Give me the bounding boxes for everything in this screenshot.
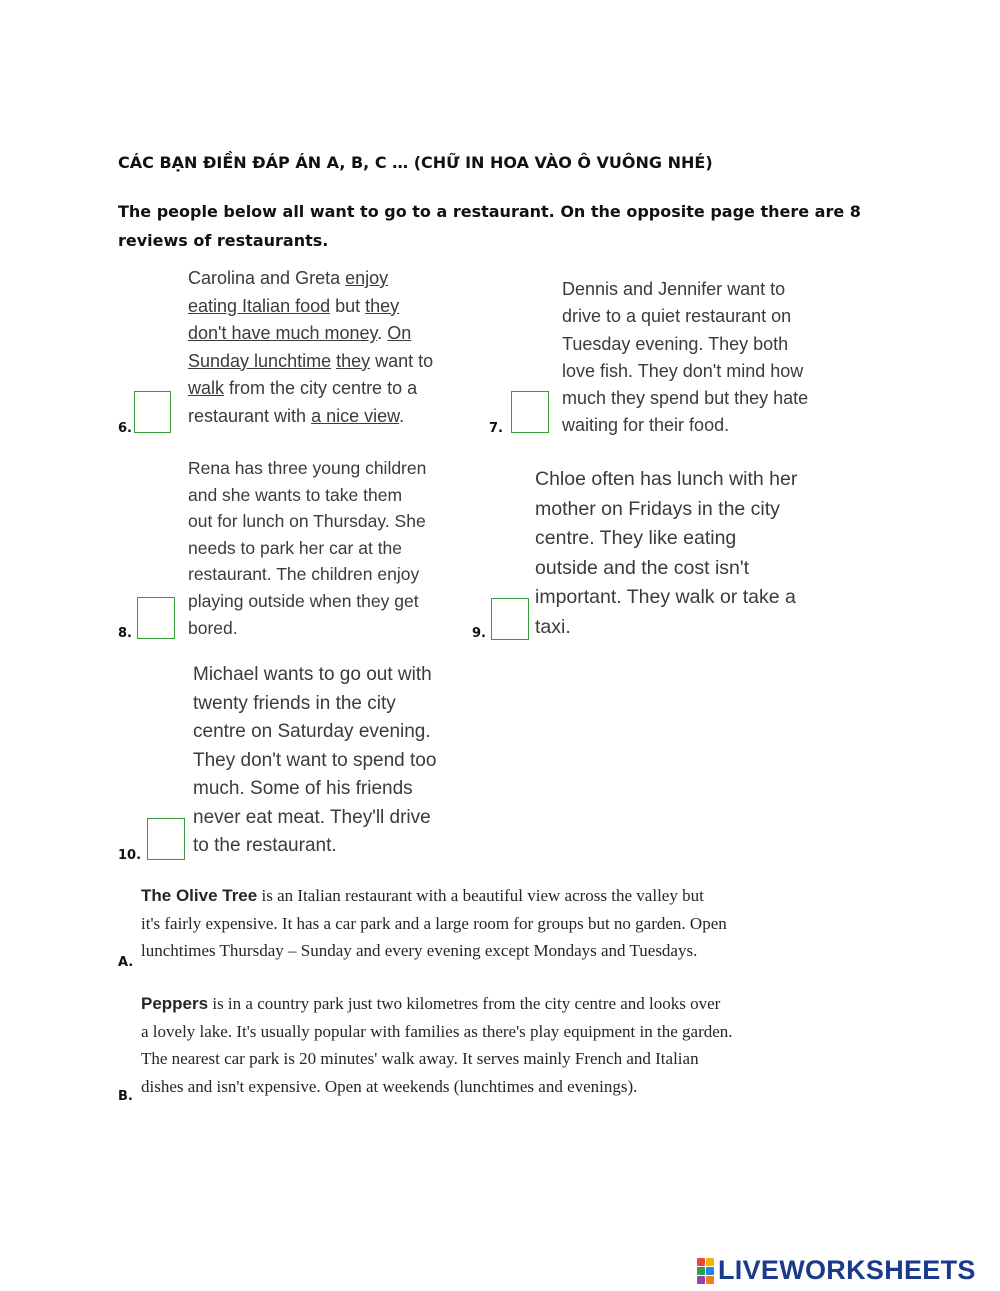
question-10-line: twenty friends in the city: [193, 692, 396, 714]
question-7-line: Tuesday evening. They both: [562, 333, 789, 354]
answer-box-6[interactable]: [134, 391, 171, 433]
question-8-line: playing outside when they get: [188, 590, 419, 611]
question-7-text: [562, 276, 808, 440]
question-7-line: drive to a quiet restaurant on: [562, 306, 792, 327]
question-8-text: [188, 455, 426, 641]
question-10-line: They don't want to spend too: [193, 749, 437, 771]
question-7-line: love fish. They don't mind how: [562, 360, 804, 381]
question-9-line: mother on Fridays in the city: [535, 497, 780, 520]
review-a-name: The Olive Tree: [141, 886, 258, 905]
question-8-line: restaurant. The children enjoy: [188, 564, 420, 585]
question-9-text: [535, 465, 797, 643]
question-10-line: much. Some of his friends: [193, 778, 413, 799]
answer-box-8[interactable]: [137, 597, 175, 639]
review-line: lunchtimes Thursday – Sunday and every evening except Mondays and Tuesdays.: [141, 941, 698, 960]
question-9-line: Chloe often has lunch with her: [535, 468, 798, 490]
review-line: it's fairly expensive. It has a car park and a large room for groups but no garden. Open: [141, 913, 727, 933]
question-6-line: Sunday lunchtime they want to: [188, 350, 434, 371]
review-line: Peppers is in a country park just two kilometres from the city centre and looks over: [141, 994, 721, 1013]
question-9-line: taxi.: [535, 615, 571, 638]
answer-box-7[interactable]: [511, 391, 549, 433]
question-9-line: important. They walk or take a: [535, 586, 796, 609]
review-line: a lovely lake. It's usually popular with families as there's play equipment in the garden.: [141, 1021, 733, 1041]
question-7-line: waiting for their food.: [562, 415, 730, 436]
answer-box-9[interactable]: [491, 598, 529, 640]
question-8-line: Rena has three young children: [188, 458, 427, 478]
answer-box-10[interactable]: [147, 818, 185, 860]
question-10-number: 10.: [118, 848, 142, 863]
question-6-text: [188, 265, 433, 431]
review-line: The nearest car park is 20 minutes' walk away. It serves mainly French and Italian: [141, 1049, 699, 1068]
question-10-line: Michael wants to go out with: [193, 664, 432, 685]
question-10-line: centre on Saturday evening.: [193, 721, 431, 742]
review-a-text: [141, 882, 871, 965]
question-7-line: much they spend but they hate: [562, 388, 809, 409]
question-6-line: restaurant with a nice view.: [188, 405, 405, 426]
liveworksheets-logo-icon: [697, 1258, 714, 1284]
question-9-line: outside and the cost isn't: [535, 556, 750, 579]
question-6-line: eating Italian food but they: [188, 295, 400, 316]
question-10-line: to the restaurant.: [193, 835, 337, 856]
review-line: dishes and isn't expensive. Open at weekends (lunchtimes and evenings).: [141, 1076, 638, 1096]
question-6-line: Carolina and Greta enjoy: [188, 268, 389, 288]
page-heading: CÁC BẠN ĐIỀN ĐÁP ÁN A, B, C … (CHỮ IN HOA VÀO Ô VUÔNG NHÉ): [118, 153, 713, 172]
review-b-text: [141, 990, 871, 1100]
question-8-line: bored.: [188, 617, 238, 638]
question-10-text: [193, 661, 436, 861]
question-6-line: walk from the city centre to a: [188, 378, 418, 399]
question-8-line: needs to park her car at the: [188, 537, 403, 558]
review-b-letter: B.: [118, 1089, 133, 1104]
intro-text: The people below all want to go to a restaurant. On the opposite page there are 8 reviews of restaurants.: [118, 202, 861, 250]
review-b-name: Peppers: [141, 994, 209, 1013]
question-9-number: 9.: [472, 626, 486, 641]
logo-text: LIVEWORKSHEETS: [718, 1255, 976, 1285]
liveworksheets-logo[interactable]: [697, 1255, 976, 1286]
question-8-line: and she wants to take them: [188, 484, 403, 505]
question-6-number: 6.: [118, 421, 132, 436]
question-7-line: Dennis and Jennifer want to: [562, 279, 786, 299]
review-line: The Olive Tree is an Italian restaurant with a beautiful view across the valley but: [141, 886, 704, 905]
question-10-line: never eat meat. They'll drive: [193, 806, 431, 828]
question-8-line: out for lunch on Thursday. She: [188, 511, 426, 532]
question-8-number: 8.: [118, 626, 132, 641]
question-9-line: centre. They like eating: [535, 527, 737, 550]
review-a-letter: A.: [118, 955, 134, 970]
question-7-number: 7.: [489, 421, 503, 436]
question-6-line: don't have much money. On: [188, 323, 412, 344]
